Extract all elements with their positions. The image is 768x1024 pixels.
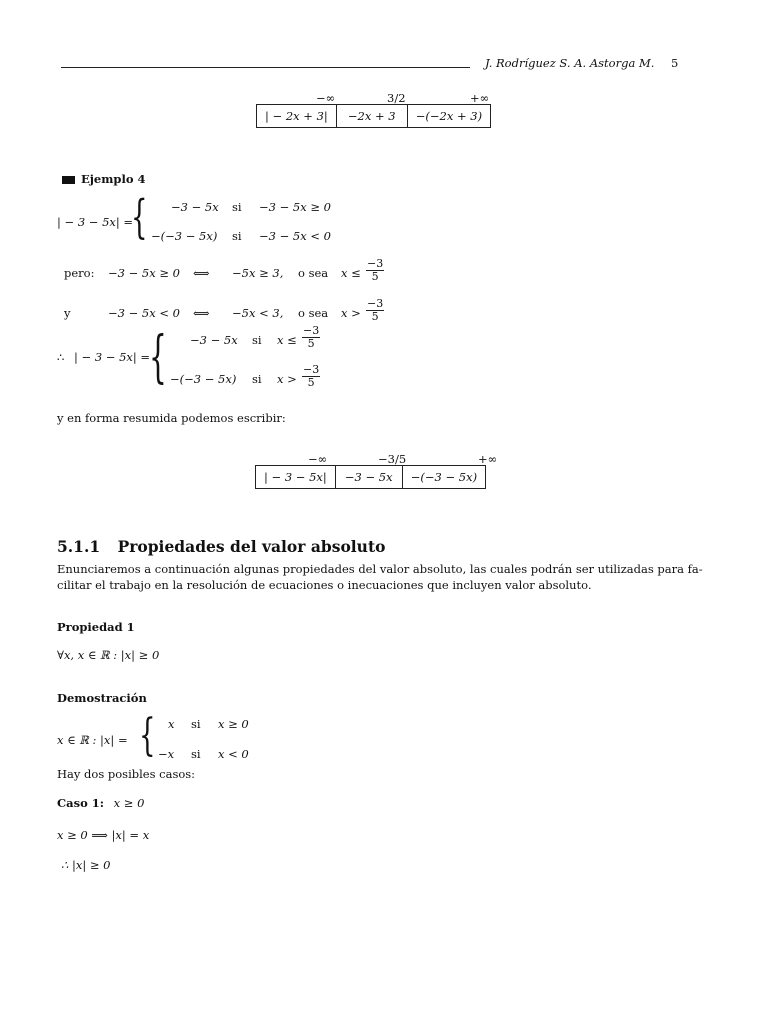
y-label: y: [64, 306, 71, 320]
fraction-denominator: 5: [307, 336, 315, 350]
y-mid: −5x < 3,: [232, 306, 284, 320]
property-title: Propiedad 1: [57, 620, 135, 634]
fraction: [302, 364, 320, 388]
implication-line: x ≥ 0 ⟹ |x| = x: [57, 828, 150, 842]
pero-x: x ≤: [341, 266, 361, 280]
left-brace-icon: {: [149, 324, 167, 390]
proof-title: Demostración: [57, 691, 147, 705]
header-authors: J. Rodríguez S. A. Astorga M.: [485, 56, 655, 70]
proof-case1-si: si: [191, 717, 201, 731]
pero-expr: −3 − 5x ≥ 0: [108, 266, 180, 280]
table1-tick-pos-inf: +∞: [470, 91, 490, 105]
table1-tick-neg-inf: −∞: [316, 91, 336, 105]
fraction: [302, 325, 320, 349]
therefore-symbol: ∴: [57, 350, 65, 364]
case1-si: si: [232, 200, 242, 214]
table-row: [257, 105, 491, 128]
result-case2-cond: x >: [277, 372, 297, 386]
table-cell: −(−3 − 5x): [402, 466, 485, 489]
table-cell: | − 3 − 5x|: [256, 466, 336, 489]
example-title: Ejemplo 4: [81, 172, 146, 186]
table1-tick-mid: 3/2: [387, 91, 406, 105]
summary-text: y en forma resumida podemos escribir:: [57, 411, 286, 425]
fraction-denominator: 5: [307, 375, 315, 389]
conclusion-line: ∴ |x| ≥ 0: [61, 858, 111, 872]
section-heading: [57, 537, 385, 556]
result-case1-expr: −3 − 5x: [190, 333, 238, 347]
proof-case2-expr: −x: [158, 747, 175, 761]
fraction-numerator: −3: [303, 324, 320, 337]
result-case2-si: si: [252, 372, 262, 386]
fraction: [366, 258, 384, 282]
proof-lhs: x ∈ ℝ : |x| =: [57, 733, 128, 747]
fraction-denominator: 5: [371, 309, 379, 323]
pero-mid: −5x ≥ 3,: [232, 266, 284, 280]
case2-cond: −3 − 5x < 0: [259, 229, 331, 243]
sign-table-2: [255, 465, 486, 489]
case-label: Caso 1:: [57, 796, 104, 810]
proof-case2-cond: x < 0: [218, 747, 249, 761]
result-case1-si: si: [252, 333, 262, 347]
result-case1-cond: x ≤: [277, 333, 297, 347]
case2-expr: −(−3 − 5x): [151, 229, 218, 243]
iff-symbol: ⟺: [193, 266, 210, 280]
table-cell: −3 − 5x: [335, 466, 402, 489]
case-1-line: [57, 796, 144, 810]
proof-case1-expr: x: [168, 717, 175, 731]
result-lhs: | − 3 − 5x| =: [74, 350, 151, 364]
table-cell: −(−2x + 3): [407, 105, 490, 128]
table2-tick-neg-inf: −∞: [308, 452, 328, 466]
table-row: [256, 466, 486, 489]
iff-symbol: ⟺: [193, 306, 210, 320]
cases-text: Hay dos posibles casos:: [57, 767, 196, 781]
table-cell: −2x + 3: [336, 105, 407, 128]
fraction-numerator: −3: [367, 257, 384, 270]
square-bullet-icon: [62, 176, 75, 184]
case2-si: si: [232, 229, 242, 243]
case-condition: x ≥ 0: [113, 796, 145, 810]
section-number: 5.1.1: [57, 537, 101, 556]
section-title: Propiedades del valor absoluto: [117, 537, 386, 556]
example-lhs: | − 3 − 5x| =: [57, 215, 134, 229]
left-brace-icon: {: [139, 711, 156, 762]
result-case2-expr: −(−3 − 5x): [170, 372, 237, 386]
property-statement: ∀x, x ∈ ℝ : |x| ≥ 0: [57, 648, 160, 662]
table2-tick-mid: −3/5: [378, 452, 407, 466]
table-cell: | − 2x + 3|: [257, 105, 337, 128]
fraction-denominator: 5: [371, 269, 379, 283]
fraction-numerator: −3: [367, 297, 384, 310]
left-brace-icon: {: [131, 192, 148, 245]
osea-text: o sea: [298, 306, 329, 320]
y-expr: −3 − 5x < 0: [108, 306, 180, 320]
table2-tick-pos-inf: +∞: [478, 452, 498, 466]
section-paragraph-line2: cilitar el trabajo en la resolución de ecuaciones o inecuaciones que incluyen valor absoluto.: [57, 578, 592, 592]
y-x: x >: [341, 306, 361, 320]
header-rule: [61, 67, 470, 68]
fraction-numerator: −3: [303, 363, 320, 376]
fraction: [366, 298, 384, 322]
case1-expr: −3 − 5x: [171, 200, 219, 214]
page-number: 5: [671, 56, 679, 70]
section-paragraph-line1: Enunciaremos a continuación algunas propiedades del valor absoluto, las cuales podrán ser utilizadas para fa-: [57, 562, 703, 576]
proof-case1-cond: x ≥ 0: [218, 717, 249, 731]
osea-text: o sea: [298, 266, 329, 280]
proof-case2-si: si: [191, 747, 201, 761]
pero-label: pero:: [64, 266, 95, 280]
sign-table-1: [256, 104, 491, 128]
case1-cond: −3 − 5x ≥ 0: [259, 200, 331, 214]
